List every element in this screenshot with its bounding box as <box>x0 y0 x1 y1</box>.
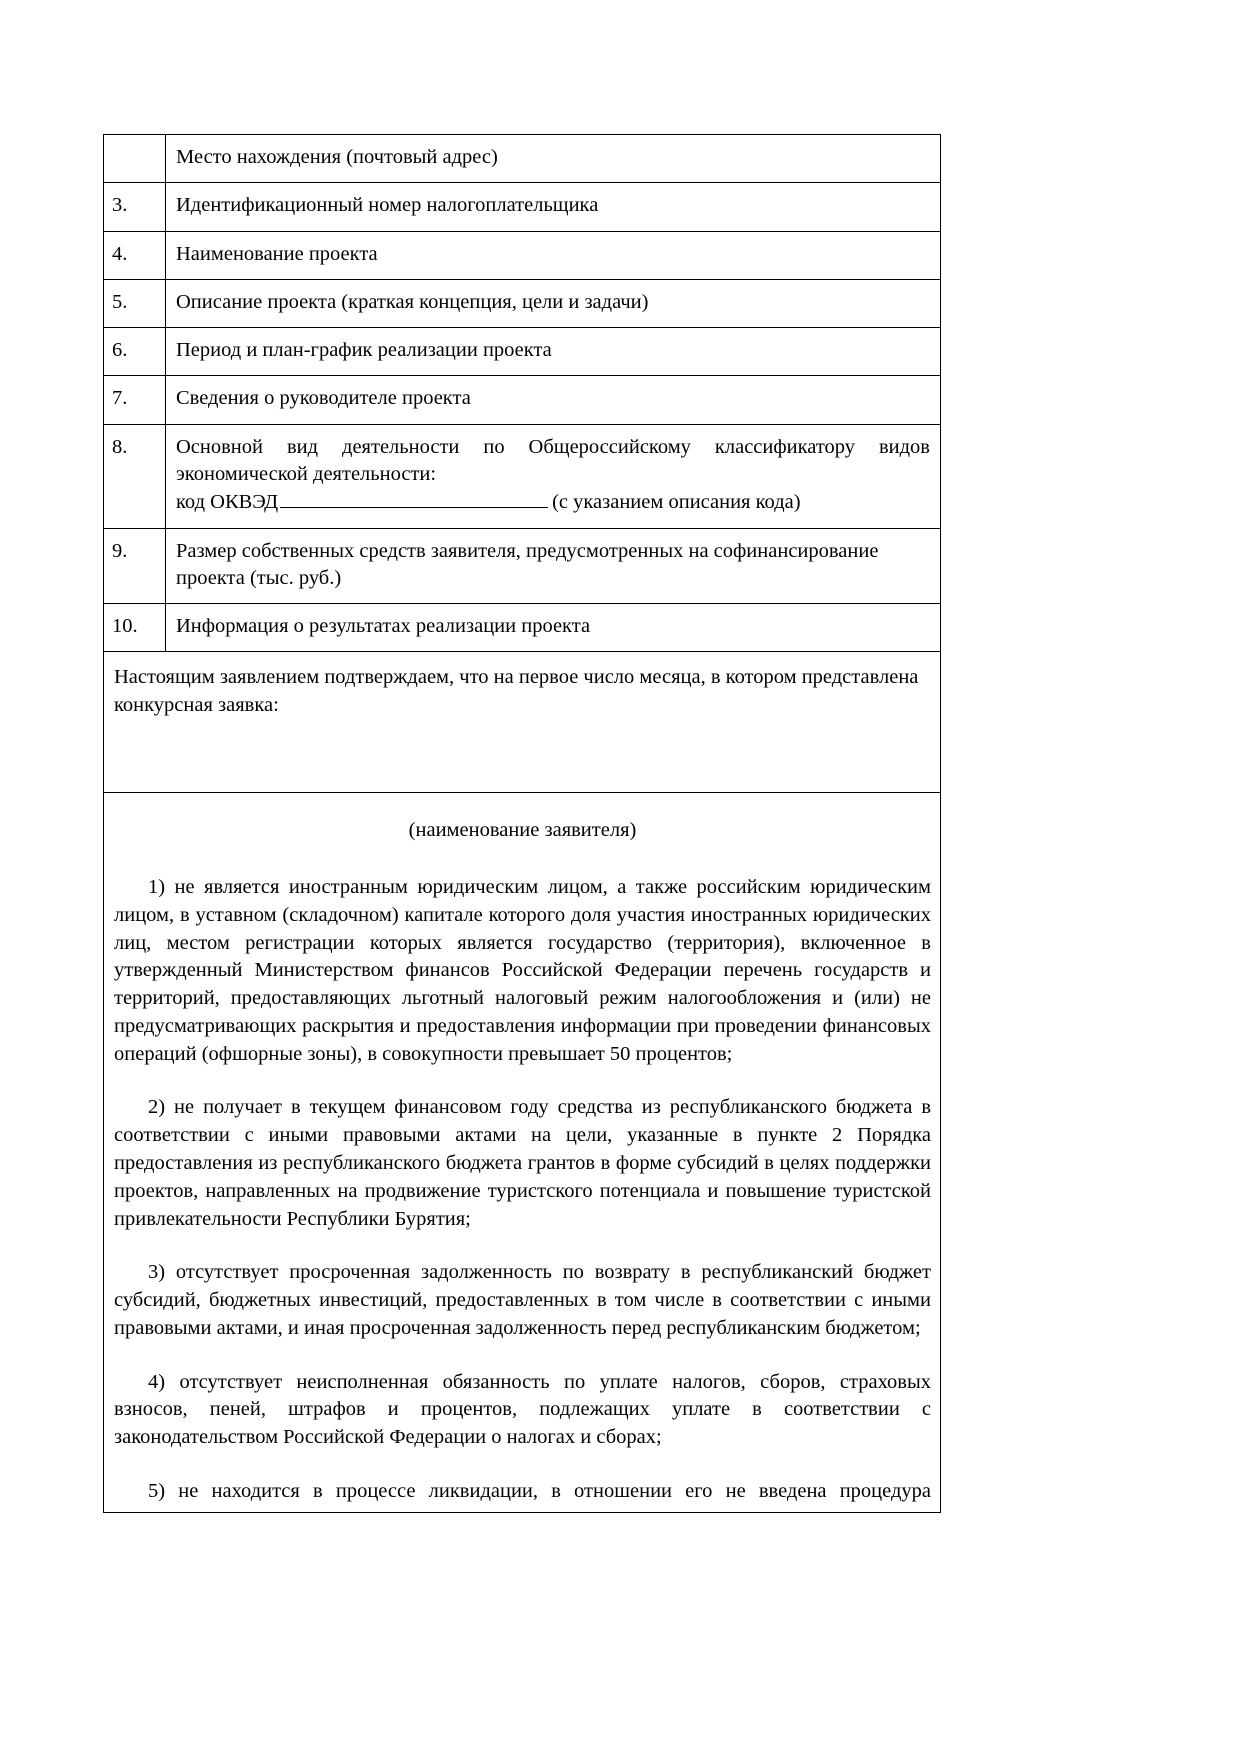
declarations-cell <box>104 793 941 1512</box>
row-number-cell: 9. <box>104 528 166 604</box>
row-number-cell: 5. <box>104 279 166 327</box>
table-row <box>104 604 941 652</box>
row-text-cell: Информация о результатах реализации проекта <box>166 604 941 652</box>
clause-item-5: 5) не находится в процессе ликвидации, в отношении его не введена процедура <box>148 1479 931 1502</box>
okved-code-note: (с указанием описания кода) <box>552 491 801 514</box>
table-row <box>104 376 941 424</box>
clause-item-2: 2) не получает в текущем финансовом году средства из республиканского бюджета в соответствии с иными правовыми актами на цели, указанные в пункте 2 Порядка предоставления из республиканского бюджета грантов в форме субсидий в целях поддержки проектов, направленных на продвижение туристского потенциала и повышение туристской привлекательности Республики Бурятия; <box>114 1096 931 1230</box>
row-text-cell: Идентификационный номер налогоплательщика <box>166 183 941 231</box>
row-text-cell: Место нахождения (почтовый адрес) <box>166 135 941 183</box>
row-number-cell: 4. <box>104 231 166 279</box>
applicant-name-caption: (наименование заявителя) <box>408 819 637 842</box>
okved-description: Основной вид деятельности по Общероссийскому классификатору видов экономической деятельности: <box>176 435 930 485</box>
row-number-cell: 6. <box>104 328 166 376</box>
table-row <box>104 183 941 231</box>
table-row <box>104 328 941 376</box>
row-text-cell: Размер собственных средств заявителя, предусмотренных на софинансирование проекта (тыс. руб.) <box>166 528 941 604</box>
row-number-cell: 3. <box>104 183 166 231</box>
row-number-cell: 8. <box>104 424 166 528</box>
statement-row <box>104 652 941 793</box>
table-row-okved <box>104 424 941 528</box>
row-number-cell <box>104 135 166 183</box>
table-row <box>104 231 941 279</box>
row-text-cell: Описание проекта (краткая концепция, цели и задачи) <box>166 279 941 327</box>
row-text-cell <box>166 424 941 528</box>
row-number-cell: 7. <box>104 376 166 424</box>
clause-item-3: 3) отсутствует просроченная задолженность по возврату в республиканский бюджет субсидий, бюджетных инвестиций, предоставленных в том числе в соответствии с иными правовыми актами, и иная просроченная задолженность перед республиканским бюджетом; <box>114 1261 931 1339</box>
declarations-row <box>104 793 941 1512</box>
table-row <box>104 528 941 604</box>
okved-code-label: код ОКВЭД <box>176 491 279 514</box>
statement-intro-text: Настоящим заявлением подтверждаем, что на первое число месяца, в котором представлена конкурсная заявка: <box>114 666 919 717</box>
row-number-cell: 10. <box>104 604 166 652</box>
clause-item-1: 1) не является иностранным юридическим лицом, а также российским юридическим лицом, в уставном (складочном) капитале которого доля участия иностранных юридических лиц, местом регистрации которых является государство (территория), включенное в утвержденный Министерством финансов Российской Федерации перечень государств и территорий, предоставляющих льготный налоговый режим налогообложения и (или) не предусматривающих раскрытия и предоставления информации при проведении финансовых операций (офшорные зоны), в совокупности превышает 50 процентов; <box>114 876 931 1065</box>
okved-code-line <box>176 491 801 513</box>
table-row <box>104 135 941 183</box>
table-row <box>104 279 941 327</box>
application-form-table <box>103 134 941 1513</box>
clause-item-4: 4) отсутствует неисполненная обязанность по уплате налогов, сборов, страховых взносов, пеней, штрафов и процентов, подлежащих уплате в соответствии с законодательством Российской Федерации о налогах и сборах; <box>114 1370 931 1449</box>
row-text-cell: Сведения о руководителе проекта <box>166 376 941 424</box>
statement-cell <box>104 652 941 793</box>
row-text-cell: Период и план-график реализации проекта <box>166 328 941 376</box>
okved-code-blank-field[interactable] <box>280 488 548 508</box>
row-text-cell: Наименование проекта <box>166 231 941 279</box>
